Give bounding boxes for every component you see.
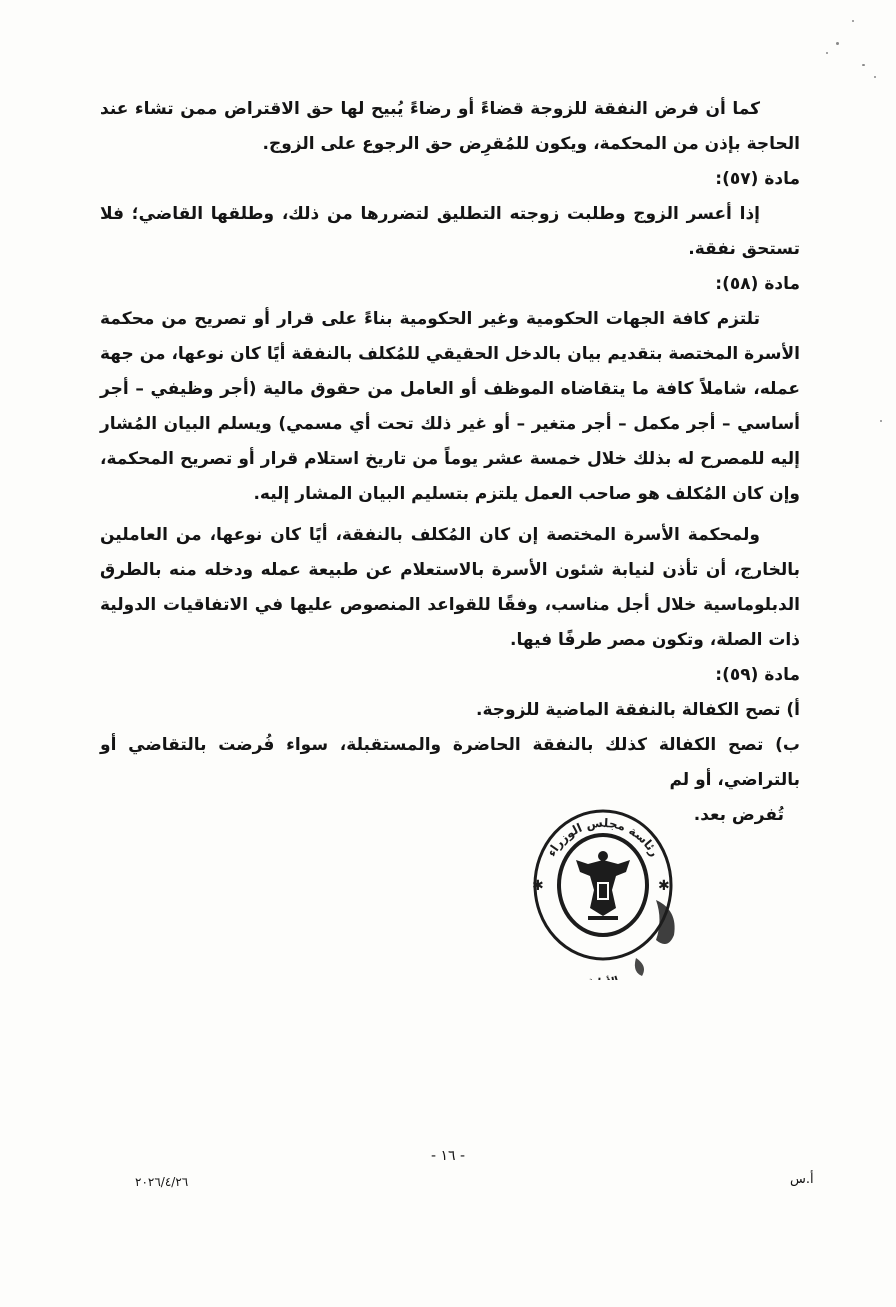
article-59-item-a: أ) تصح الكفالة بالنفقة الماضية للزوجة. <box>475 700 800 720</box>
scan-speck <box>874 76 876 78</box>
scan-speck <box>862 64 865 66</box>
article-59-heading: مادة (٥٩): <box>715 665 800 685</box>
article-59-item-b-continued: تُفرض بعد. <box>693 805 784 825</box>
svg-text:✱: ✱ <box>532 878 544 894</box>
article-57-heading: مادة (٥٧): <box>715 169 800 189</box>
scan-speck <box>826 52 828 54</box>
article-58-heading: مادة (٥٨): <box>715 274 800 294</box>
article-58-paragraph-2: ولمحكمة الأسرة المختصة إن كان المُكلف بالنفقة، أيًا كان نوعها، من العاملين بالخارج، أن تأذن لنيابة شئون الأسرة بالاستعلام عن طبيعة عمله ودخله منه بالطرق الدبلوماسية خلال أجل مناسب، وفقًا للقواعد المنصوص عليها في الاتفاقيات الدولية ذات الصلة، وتكون مصر طرفًا فيها. <box>100 525 800 650</box>
page-number: - ١٦ - <box>430 1148 466 1164</box>
document-body <box>100 92 800 833</box>
official-seal <box>518 790 688 980</box>
article-57-text: إذا أعسر الزوج وطلبت زوجته التطليق لتضررها من ذلك، وطلقها القاضي؛ فلا تستحق نفقة. <box>100 204 800 259</box>
scan-speck <box>880 420 882 422</box>
footer-initials: أ.س <box>790 1172 814 1187</box>
seal-eagle-icon <box>518 790 688 980</box>
article-58-paragraph-1: تلتزم كافة الجهات الحكومية وغير الحكومية بناءً على قرار أو تصريح من محكمة الأسرة المختصة بتقديم بيان بالدخل الحقيقي للمُكلف بالنفقة أيًا كان نوعها، من جهة عمله، شاملاً كافة ما يتقاضاه الموظف أو العامل من حقوق مالية (أجر وظيفي – أجر أساسي – أجر مكمل – أجر متغير – أو غير ذلك تحت أي مسمي) ويسلم البيان المُشار إليه للمصرح له بذلك خلال خمسة عشر يوماً من تاريخ استلام قرار أو تصريح المحكمة، وإن كان المُكلف هو صاحب العمل يلتزم بتسليم البيان المشار إليه. <box>100 309 800 504</box>
scan-speck <box>852 20 854 22</box>
svg-text:الأمانة <box>586 974 621 980</box>
article-59-item-b: ب) تصح الكفالة كذلك بالنفقة الحاضرة والمستقبلة، سواء فُرضت بالتقاضي أو بالتراضي، أو لم <box>100 735 800 790</box>
svg-text:رئاسة مجلس الوزراء: رئاسة مجلس الوزراء <box>544 815 662 859</box>
paragraph-intro: كما أن فرض النفقة للزوجة قضاءً أو رضاءً يُبيح لها حق الاقتراض ممن تشاء عند الحاجة بإذن من المحكمة، ويكون للمُقرِض حق الرجوع على الزوج. <box>100 99 800 154</box>
scan-speck <box>836 42 839 45</box>
footer-date: ٢٠٢٦/٤/٢٦ <box>135 1175 189 1189</box>
svg-text:✱: ✱ <box>658 878 670 894</box>
